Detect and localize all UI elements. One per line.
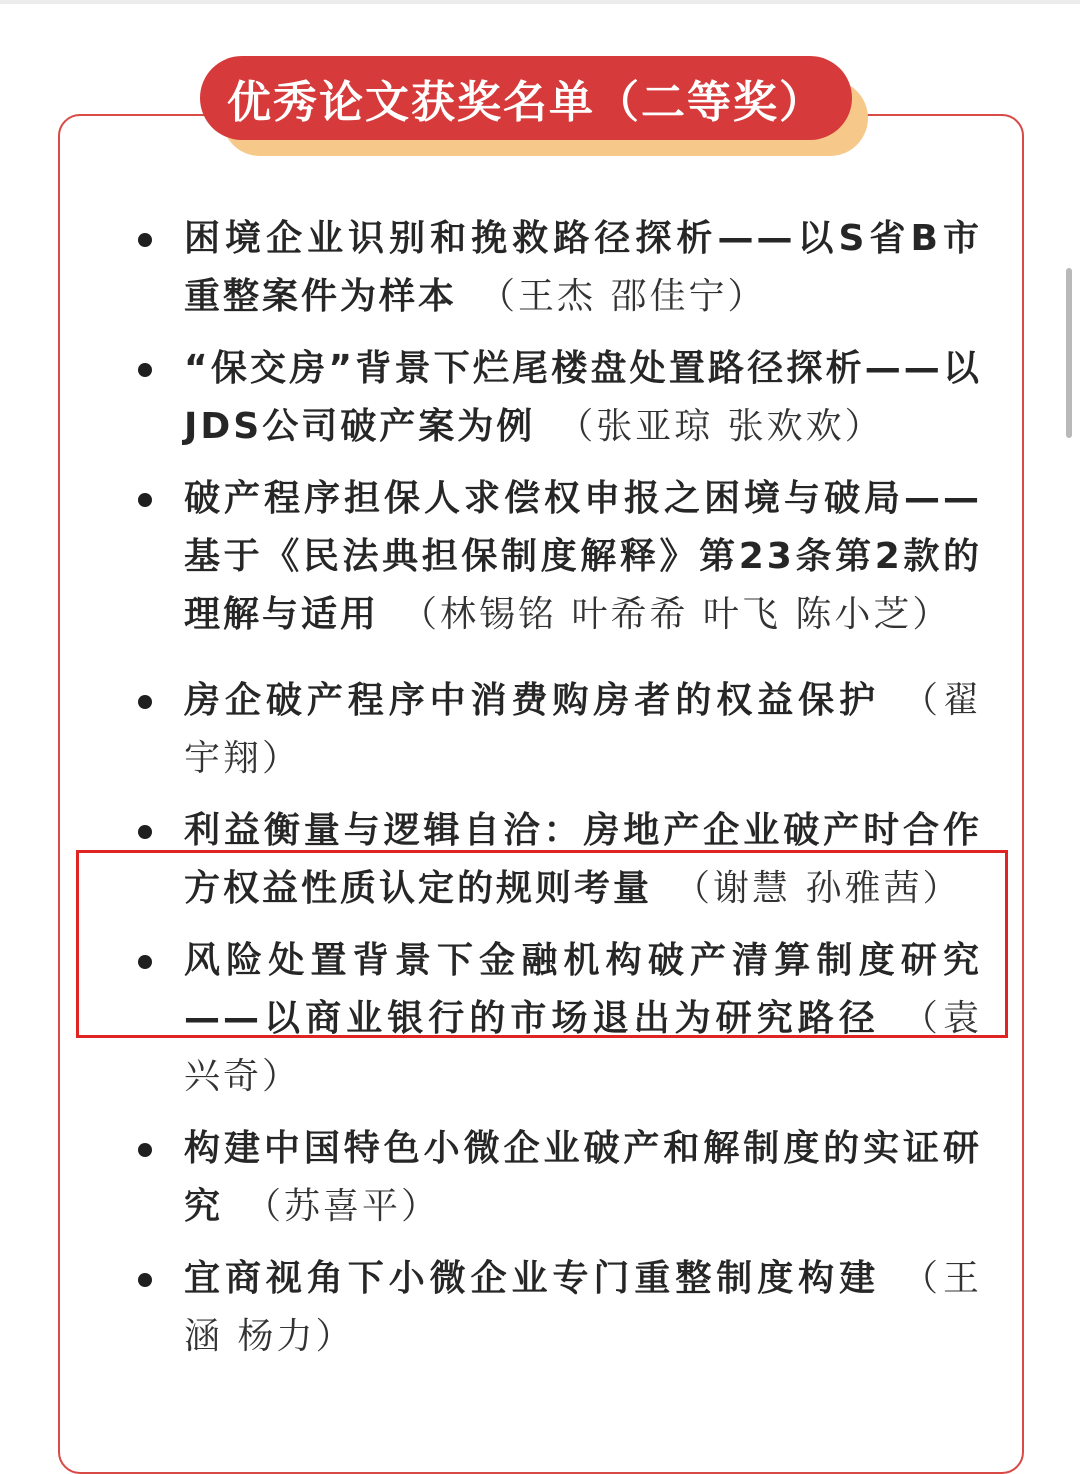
bullet-icon — [138, 825, 152, 839]
paper-title: “保交房”背景下烂尾楼盘处置路径探析——以JDS公司破产案为例 — [184, 348, 982, 447]
bullet-icon — [138, 493, 152, 507]
list-item — [130, 1250, 982, 1366]
paper-title: 利益衡量与逻辑自洽：房地产企业破产时合作方权益性质认定的规则考量 — [184, 810, 982, 909]
title-banner — [200, 56, 852, 140]
paper-title: 困境企业识别和挽救路径探析——以S省B市重整案件为样本 — [184, 218, 982, 317]
paper-authors: （苏喜平） — [245, 1186, 441, 1227]
paper-authors: （林锡铭 叶希希 叶飞 陈小芝） — [401, 594, 952, 635]
paper-authors: （翟宇翔） — [184, 680, 982, 779]
paper-authors: （王涵 杨力） — [184, 1258, 982, 1357]
highlight-annotation-box — [76, 850, 1008, 1038]
paper-authors: （王杰 邵佳宁） — [479, 276, 767, 317]
top-divider — [0, 0, 1080, 4]
list-item — [130, 340, 982, 456]
list-item — [130, 210, 982, 326]
paper-title: 构建中国特色小微企业破产和解制度的实证研究 — [184, 1128, 982, 1227]
page-title: 优秀论文获奖名单（二等奖） — [227, 77, 825, 128]
bullet-icon — [138, 233, 152, 247]
bullet-icon — [138, 1273, 152, 1287]
paper-authors: （张亚琼 张欢欢） — [557, 406, 884, 447]
bullet-icon — [138, 1143, 152, 1157]
scrollbar-thumb[interactable] — [1066, 268, 1072, 438]
paper-title: 宜商视角下小微企业专门重整制度构建 — [184, 1258, 881, 1299]
list-item — [130, 1120, 982, 1236]
paper-authors: （谢慧 孙雅茜） — [674, 868, 962, 909]
paper-title: 风险处置背景下金融机构破产清算制度研究——以商业银行的市场退出为研究路径 — [184, 940, 982, 1039]
list-item — [130, 672, 982, 788]
paper-title: 破产程序担保人求偿权申报之困境与破局——基于《民法典担保制度解释》第23条第2款的理解与适用 — [184, 478, 982, 635]
paper-authors: （袁兴奇） — [184, 998, 982, 1097]
paper-title: 房企破产程序中消费购房者的权益保护 — [184, 680, 881, 721]
list-item — [130, 470, 982, 644]
award-paper-list — [130, 210, 982, 1380]
bullet-icon — [138, 363, 152, 377]
bullet-icon — [138, 695, 152, 709]
